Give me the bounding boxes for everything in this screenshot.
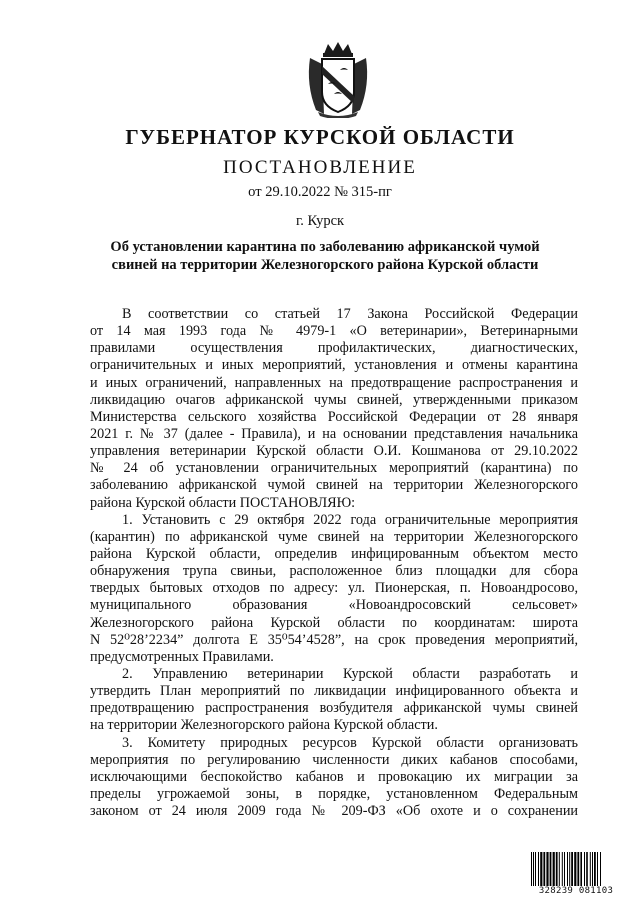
barcode-bar	[597, 852, 598, 886]
barcode-bar	[543, 852, 545, 886]
body-line: предотвращению распространения возбудителя африканской чумы свиней	[90, 700, 578, 717]
barcode-bar	[574, 852, 576, 886]
body-line: 2021 г. № 37 (далее - Правила), и на основании представления начальника	[90, 425, 578, 442]
body-line: твердых бытовых отходов по адресу: ул. Пионерская, п. Новоандросово,	[90, 580, 578, 597]
barcode-bar	[577, 852, 579, 886]
barcode-bar	[556, 852, 558, 886]
barcode-bar	[586, 852, 588, 886]
barcode-bar	[571, 852, 573, 886]
document-type: ПОСТАНОВЛЕНИЕ	[223, 157, 417, 178]
barcode-bar	[535, 852, 536, 886]
barcode-bar	[559, 852, 560, 886]
barcode-bar	[592, 852, 593, 886]
body-line: района Курской области, определив инфицированным объектом место	[90, 545, 578, 562]
body-line: № 24 об установлении ограничительных мероприятий (карантина) по	[90, 460, 578, 477]
body-line: правилами осуществления профилактических, диагностических,	[90, 340, 578, 357]
body-line: пределы угрожаемой зоны, в порядке, установленном Федеральным	[90, 785, 578, 802]
barcode-bar	[600, 852, 601, 886]
body-line: 2. Управлению ветеринарии Курской области разработать и	[122, 665, 578, 682]
body-line: 3. Комитету природных ресурсов Курской области организовать	[122, 734, 578, 751]
body-line: на территории Железногорского района Курской области.	[90, 717, 438, 734]
body-line: ограничительных и иных мероприятий, установления и отмены карантина	[90, 357, 578, 374]
barcode-bar	[580, 852, 582, 886]
document-city: г. Курск	[295, 213, 345, 229]
subject-line: Об установлении карантина по заболеванию африканской чумой	[110, 239, 540, 255]
body-line: и иных ограничений, направленных на предотвращение распространения и	[90, 374, 578, 391]
document-body	[90, 306, 578, 820]
barcode-bar	[531, 852, 532, 886]
document-date-number: от 29.10.2022 № 315-пг	[248, 184, 392, 200]
barcode-bar	[546, 852, 548, 886]
body-line: Министерства сельского хозяйства Российской Федерации от 28 января	[90, 408, 578, 425]
barcode-bar	[540, 852, 542, 886]
body-line: исключающими беспокойство кабанов и провокацию их миграции за	[90, 768, 578, 785]
body-line: (карантин) по африканской чуме свиней на территории Железногорского	[90, 528, 578, 545]
governor-title: ГУБЕРНАТОР КУРСКОЙ ОБЛАСТИ	[125, 125, 515, 149]
body-line: утвердить План мероприятий по ликвидации инфицированного объекта и	[90, 683, 578, 700]
barcode	[530, 852, 622, 898]
barcode-bar	[538, 852, 539, 886]
body-line: управления ветеринарии Курской области О.И. Кошманова от 29.10.2022	[90, 443, 578, 460]
barcode-number: 328239 081103	[538, 886, 614, 896]
barcode-bar	[567, 852, 568, 886]
body-line: Железногорского района Курской области по координатам: широта	[90, 614, 578, 631]
body-line: муниципального образования «Новоандросовский сельсовет»	[90, 597, 578, 614]
barcode-bar	[533, 852, 534, 886]
document-subject	[80, 238, 570, 274]
body-line: ликвидацию очагов африканской чумы свиней, утвержденными приказом	[90, 391, 578, 408]
body-line: района Курской области ПОСТАНОВЛЯЮ:	[90, 494, 356, 511]
barcode-bar	[590, 852, 591, 886]
subject-line: свиней на территории Железногорского района Курской области	[111, 257, 539, 273]
barcode-bar	[553, 852, 555, 886]
barcode-bar	[550, 852, 552, 886]
barcode-bar	[564, 852, 565, 886]
barcode-bar	[569, 852, 570, 886]
kursk-coat-of-arms-icon	[304, 40, 372, 118]
body-line: законом от 24 июля 2009 года № 209-ФЗ «Об охоте и о сохранении	[90, 803, 578, 820]
body-line: В соответствии со статьей 17 Закона Российской Федерации	[122, 306, 578, 322]
barcode-bar	[562, 852, 563, 886]
body-line: предусмотренных Правилами.	[90, 648, 274, 665]
barcode-icon	[530, 852, 622, 886]
body-line: мероприятия по регулированию численности диких кабанов способами,	[90, 751, 578, 768]
body-line: обнаружения трупа свиньи, расположенное близ площадки для сбора	[90, 563, 578, 580]
body-line: N 52⁰28’2234” долгота E 35⁰54’4528”, на срок проведения мероприятий,	[90, 631, 578, 648]
barcode-bar	[584, 852, 585, 886]
body-line: 1. Установить с 29 октября 2022 года ограничительные мероприятия	[122, 511, 578, 528]
barcode-bar	[594, 852, 596, 886]
body-line: от 14 мая 1993 года № 4979-1 «О ветеринарии», Ветеринарными	[90, 323, 578, 340]
body-line: заболеванию африканской чумой свиней на территории Железногорского	[90, 477, 578, 494]
